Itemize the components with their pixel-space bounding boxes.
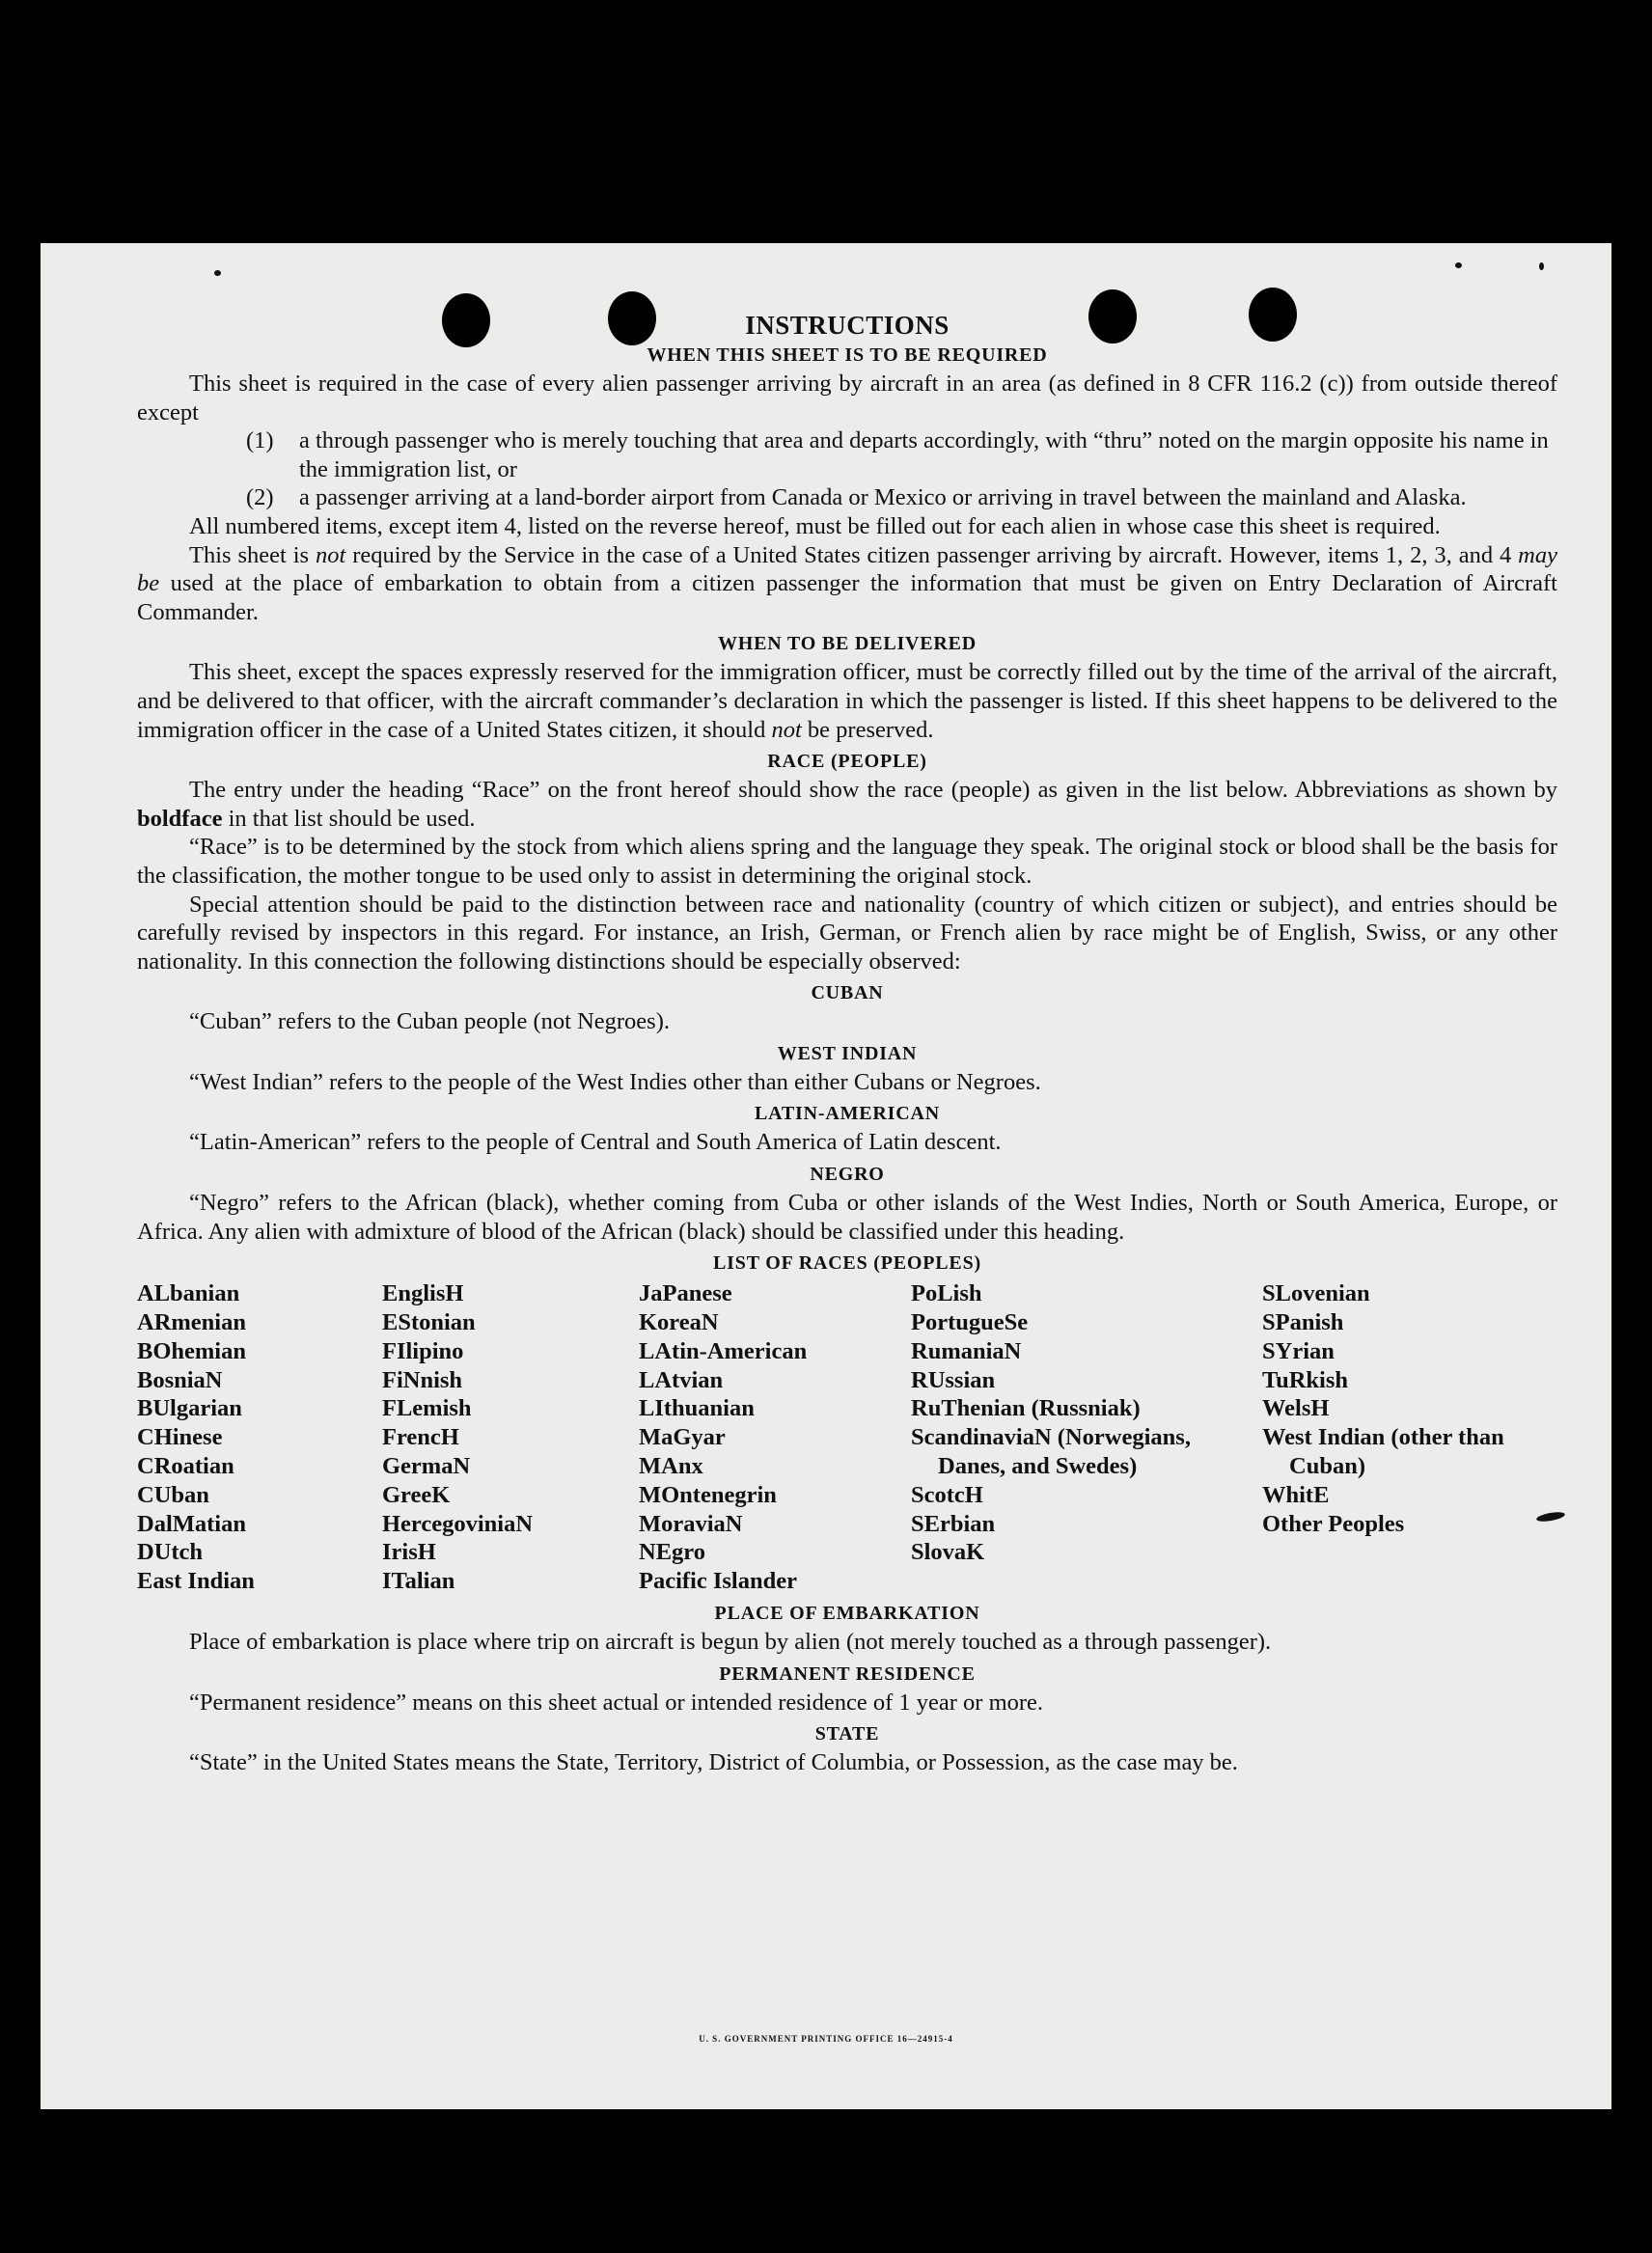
race-entry: GermaN	[382, 1453, 471, 1480]
races-column	[639, 1279, 911, 1596]
race-entry: PortugueSe	[911, 1309, 1029, 1336]
race-entry: WelsH	[1262, 1395, 1330, 1422]
text-run: required by the Service in the case of a United States citizen passenger arriving by aircraft. However, items 1, 2, 3, and 4	[345, 541, 1519, 568]
race-entry: Other Peoples	[1262, 1510, 1405, 1537]
race-entry: GreeK	[382, 1481, 451, 1508]
paragraph: This sheet is required in the case of every alien passenger arriving by aircraft in an area (as defined in 8 CFR 116.2 (c)) from outside thereof except	[137, 371, 1557, 426]
text-run: in that list should be used.	[222, 805, 476, 832]
dust-speck	[214, 270, 221, 276]
paragraph: “Cuban” refers to the Cuban people (not Negroes).	[189, 1008, 670, 1035]
document-sheet	[41, 243, 1611, 2109]
race-entry: West Indian (other than Cuban)	[1262, 1424, 1504, 1480]
race-entry: IrisH	[382, 1539, 436, 1566]
section-title: LATIN-AMERICAN	[755, 1103, 940, 1125]
dust-speck	[1455, 262, 1462, 268]
item-text: a passenger arriving at a land-border airport from Canada or Mexico or arriving in travel between the mainland and Alaska.	[299, 484, 1467, 511]
paragraph: “Race” is to be determined by the stock from which aliens spring and the language they speak. The original stock or blood shall be the basis for the classification, the mother tongue to be used only to assist in determining the original stock.	[137, 834, 1557, 889]
emphasis: not	[316, 541, 346, 568]
race-entry: MoraviaN	[639, 1510, 743, 1537]
paragraph: “Negro” refers to the African (black), whether coming from Cuba or other islands of the West Indies, North or South America, Europe, or Africa. Any alien with admixture of blood of the African (black) should be classified under this heading.	[137, 1190, 1557, 1245]
race-entry: EStonian	[382, 1309, 476, 1336]
races-column	[1262, 1279, 1542, 1596]
race-entry: BosniaN	[137, 1366, 223, 1393]
race-entry: SPanish	[1262, 1309, 1344, 1336]
race-entry: CHinese	[137, 1424, 223, 1451]
emphasis: may be	[137, 541, 1557, 597]
race-entry: SlovaK	[911, 1539, 985, 1566]
item-text: a through passenger who is merely touching that area and departs accordingly, with “thru” noted on the margin opposite his name in the immigration list, or	[299, 427, 1549, 482]
item-number: (1)	[246, 427, 274, 454]
paragraph: Special attention should be paid to the distinction between race and nationality (country of which citizen or subject), and entries should be carefully revised by inspectors in this regard. For instance, an Irish, German, or French alien by race might be of English, Swiss, or any other nationality. In this connection the following distinctions should be especially observed:	[137, 891, 1557, 975]
paragraph	[137, 658, 1557, 744]
race-entry: Pacific Islander	[639, 1568, 797, 1595]
race-entry: ARmenian	[137, 1309, 246, 1336]
races-column	[911, 1279, 1262, 1596]
races-column	[137, 1279, 382, 1596]
race-entry: ScandinaviaN (Norwegians, Danes, and Swedes)	[911, 1424, 1191, 1480]
race-entry: DUtch	[137, 1539, 204, 1566]
list-item	[137, 426, 1557, 483]
dust-speck	[1539, 262, 1544, 270]
race-entry: CRoatian	[137, 1453, 234, 1480]
race-entry: EnglisH	[382, 1280, 464, 1307]
section-title: WHEN TO BE DELIVERED	[717, 633, 977, 655]
text-run: be preserved.	[801, 716, 934, 743]
race-entry: MOntenegrin	[639, 1481, 777, 1508]
section-title: PERMANENT RESIDENCE	[719, 1662, 976, 1685]
text-run: The entry under the heading “Race” on the front hereof should show the race (people) as given in the list below. Abbreviations as shown by	[189, 777, 1557, 804]
race-entry: ALbanian	[137, 1280, 240, 1307]
paragraph: “Permanent residence” means on this sheet actual or intended residence of 1 year or more.	[189, 1689, 1044, 1716]
text-run: This sheet is	[189, 541, 317, 568]
section-title: RACE (PEOPLE)	[767, 751, 927, 773]
race-entry: FiNnish	[382, 1366, 463, 1393]
text-run: used at the place of embarkation to obtain from a citizen passenger the information that must be given on Entry Declaration of Aircraft Commander.	[137, 570, 1557, 625]
item-number: (2)	[246, 484, 274, 511]
race-entry: SYrian	[1262, 1337, 1335, 1364]
race-entry: FLemish	[382, 1395, 472, 1422]
race-entry: RUssian	[911, 1366, 996, 1393]
race-entry: CUban	[137, 1481, 209, 1508]
race-entry: FIlipino	[382, 1337, 464, 1364]
race-entry: KoreaN	[639, 1309, 719, 1336]
race-entry: BOhemian	[137, 1337, 246, 1364]
section-title: STATE	[814, 1723, 880, 1745]
race-entry: SLovenian	[1262, 1280, 1370, 1307]
race-entry: RuThenian (Russniak)	[911, 1395, 1141, 1422]
race-entry: NEgro	[639, 1539, 705, 1566]
paragraph: Place of embarkation is place where trip on aircraft is begun by alien (not merely touched as a through passenger).	[189, 1629, 1272, 1656]
race-entry: ITalian	[382, 1568, 455, 1595]
paragraph	[137, 541, 1557, 627]
section-title: NEGRO	[810, 1164, 885, 1186]
race-entry: LAtvian	[639, 1366, 724, 1393]
race-entry: LAtin-American	[639, 1337, 808, 1364]
race-entry: PoLish	[911, 1280, 982, 1307]
race-entry: SErbian	[911, 1510, 996, 1537]
race-entry: ScotcH	[911, 1481, 983, 1508]
race-entry: LIthuanian	[639, 1395, 755, 1422]
section-title: CUBAN	[811, 982, 884, 1004]
races-column	[382, 1279, 639, 1596]
emphasis: not	[771, 716, 802, 743]
races-list	[137, 1279, 1557, 1596]
paragraph: All numbered items, except item 4, listed on the reverse hereof, must be filled out for each alien in whose case this sheet is required.	[189, 512, 1441, 539]
list-item	[137, 483, 1557, 512]
text-run: This sheet, except the spaces expressly reserved for the immigration officer, must be correctly filled out by the time of the arrival of the aircraft, and be delivered to that officer, with the aircraft commander’s declaration in which the passenger is listed. If this sheet happens to be delivered to the immigration officer in the case of a United States citizen, it should	[137, 659, 1557, 743]
race-entry: BUlgarian	[137, 1395, 242, 1422]
paragraph: “State” in the United States means the State, Territory, District of Columbia, or Possession, as the case may be.	[189, 1749, 1238, 1776]
race-entry: TuRkish	[1262, 1366, 1349, 1393]
paragraph: “West Indian” refers to the people of the West Indies other than either Cubans or Negroes.	[189, 1068, 1041, 1095]
printer-imprint: U. S. GOVERNMENT PRINTING OFFICE 16—24915-4	[699, 2034, 953, 2044]
paragraph: “Latin-American” refers to the people of Central and South America of Latin descent.	[189, 1129, 1002, 1156]
section-title: WEST INDIAN	[777, 1042, 918, 1064]
race-entry: RumaniaN	[911, 1337, 1022, 1364]
section-title: WHEN THIS SHEET IS TO BE REQUIRED	[647, 344, 1048, 366]
page-title: INSTRUCTIONS	[745, 311, 950, 340]
race-entry: East Indian	[137, 1568, 255, 1595]
paragraph	[137, 776, 1557, 833]
bold-text: boldface	[137, 805, 223, 832]
race-entry: FrencH	[382, 1424, 459, 1451]
race-entry: HercegoviniaN	[382, 1510, 534, 1537]
section-title: LIST OF RACES (PEOPLES)	[713, 1252, 981, 1275]
race-entry: MaGyar	[639, 1424, 726, 1451]
race-entry: JaPanese	[639, 1280, 732, 1307]
race-entry: WhitE	[1262, 1481, 1330, 1508]
instructions-text	[137, 309, 1557, 1777]
race-entry: MAnx	[639, 1453, 703, 1480]
section-title: PLACE OF EMBARKATION	[714, 1603, 980, 1625]
race-entry: DalMatian	[137, 1510, 246, 1537]
